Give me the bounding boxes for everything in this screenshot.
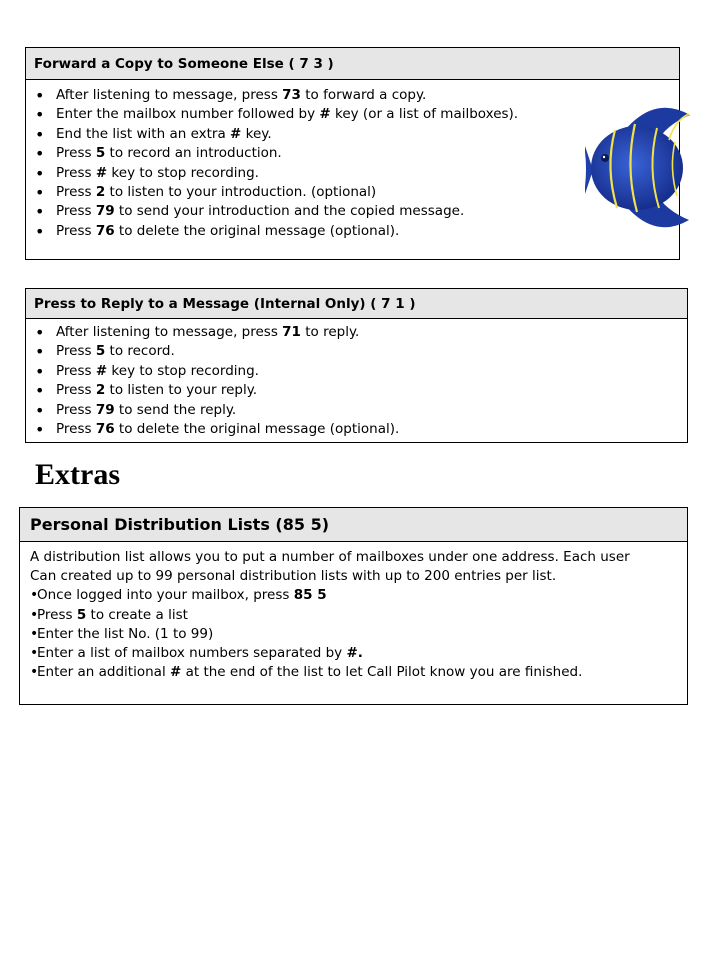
list-item: • End the list with an extra # key.	[26, 125, 679, 144]
reply-list	[26, 323, 687, 439]
intro-line: Can created up to 99 personal distribution lists with up to 200 entries per list.	[30, 568, 557, 585]
list-item: • After listening to message, press 71 to reply.	[26, 323, 687, 342]
forward-copy-list	[26, 86, 679, 241]
list-item: • Press 5 to record.	[26, 342, 687, 361]
distribution-lists-title: Personal Distribution Lists (85 5)	[20, 508, 687, 542]
list-item: • Press 5 to create a list	[20, 606, 687, 625]
list-item: • Press 2 to listen to your introduction. (optional)	[26, 183, 679, 202]
list-item: • Press 76 to delete the original message (optional).	[26, 222, 679, 241]
distribution-lists-body	[20, 542, 687, 682]
list-item: • After listening to message, press 73 to forward a copy.	[26, 86, 679, 105]
distribution-lists-section	[19, 507, 688, 705]
list-item: • Enter a list of mailbox numbers separated by #.	[20, 644, 687, 663]
list-item: • Press 79 to send your introduction and the copied message.	[26, 202, 679, 221]
distribution-list	[20, 586, 687, 682]
angelfish-icon	[585, 100, 695, 235]
reply-title: Press to Reply to a Message (Internal Only) ( 7 1 )	[26, 289, 687, 319]
reply-section	[25, 288, 688, 443]
list-item: • Press # key to stop recording.	[26, 362, 687, 381]
forward-copy-section	[25, 47, 680, 260]
list-item: • Enter the mailbox number followed by # key (or a list of mailboxes).	[26, 105, 679, 124]
forward-copy-title: Forward a Copy to Someone Else ( 7 3 )	[26, 48, 679, 80]
distribution-intro	[20, 548, 687, 586]
forward-copy-body	[26, 80, 679, 241]
list-item: • Press 2 to listen to your reply.	[26, 381, 687, 400]
list-item: • Press 5 to record an introduction.	[26, 144, 679, 163]
list-item: • Press 79 to send the reply.	[26, 401, 687, 420]
list-item: • Press 76 to delete the original message (optional).	[26, 420, 687, 439]
list-item: • Enter the list No. (1 to 99)	[20, 625, 687, 644]
list-item: • Once logged into your mailbox, press 85 5	[20, 586, 687, 605]
intro-line: A distribution list allows you to put a number of mailboxes under one address. Each user	[30, 549, 630, 565]
list-item: • Press # key to stop recording.	[26, 164, 679, 183]
list-item: • Enter an additional # at the end of the list to let Call Pilot know you are finished.	[20, 663, 687, 682]
extras-heading: Extras	[35, 458, 120, 491]
reply-body	[26, 319, 687, 439]
